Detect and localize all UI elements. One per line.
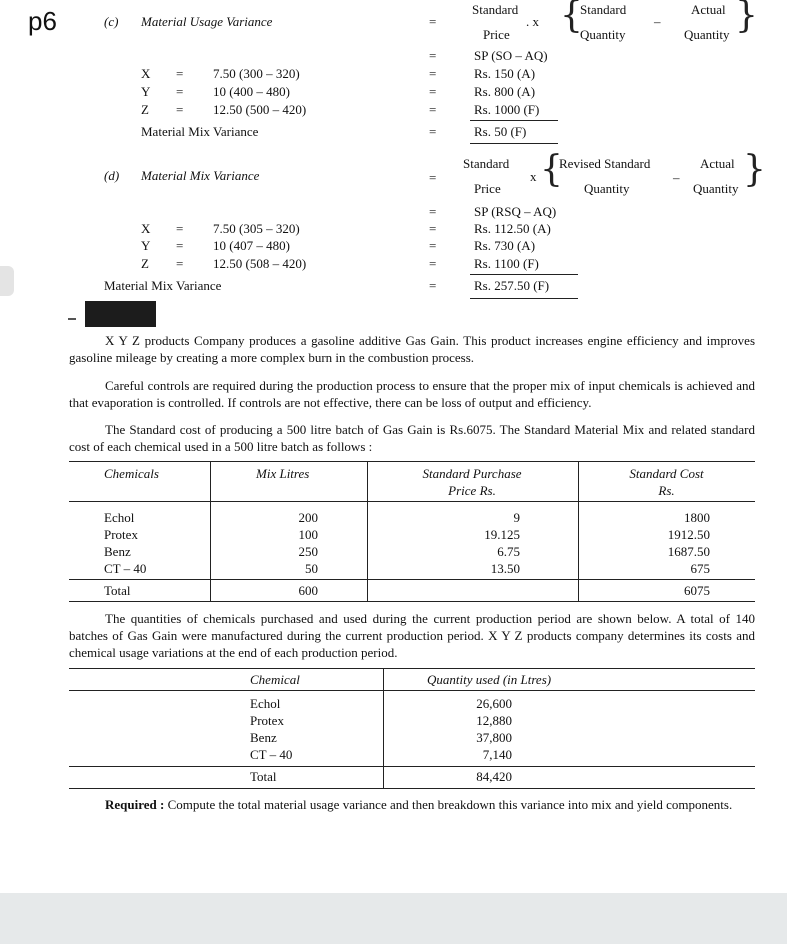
section-c-row-y-calc: 10 (400 – 480) xyxy=(213,84,290,99)
scan-mark xyxy=(68,318,76,320)
problem-paragraph-3: The Standard cost of producing a 500 litre batch of Gas Gain is Rs.6075. The Standard Material Mix and related standard cost of each chemical used in a 500 litre batch as follows : xyxy=(69,422,755,454)
table1-col-divider-1 xyxy=(210,461,211,601)
table1-mix: 200 xyxy=(298,510,318,525)
section-c-row-x-calc: 7.50 (300 – 320) xyxy=(213,66,300,81)
required-label: Required : xyxy=(105,797,165,812)
table1-cost: 1687.50 xyxy=(667,544,710,559)
table1-cost: 675 xyxy=(690,561,710,576)
problem-paragraph-1: X Y Z products Company produces a gasoline additive Gas Gain. This product increases engine efficiency and improves gasoline mileage by creating a more complex burn in the combustion process. xyxy=(69,333,755,365)
table1-total-cost: 6075 xyxy=(684,583,710,598)
table1-bottom-rule xyxy=(69,601,755,602)
table2-chemical: Echol xyxy=(250,696,281,711)
problem-paragraph-2: Careful controls are required during the production process to ensure that the proper mix of input chemicals is achieved and that evaporation is controlled. If controls are not effective, there can be loss of output and efficiency. xyxy=(69,378,755,410)
section-d-open-brace: { xyxy=(540,149,563,190)
section-c-times: . x xyxy=(526,14,539,29)
table1-header-price-2: Price Rs. xyxy=(448,483,496,498)
redaction-bar xyxy=(85,301,156,327)
section-d-total-equals: = xyxy=(429,278,437,293)
table2-header-chemical: Chemical xyxy=(250,672,300,687)
section-c-row-y-result: Rs. 800 (A) xyxy=(474,84,536,99)
table2-qty: 37,800 xyxy=(476,730,512,745)
section-d-q1-top: Revised Standard xyxy=(559,156,651,171)
table1-header-price-1: Standard Purchase xyxy=(422,466,522,481)
section-c-sp-equals: = xyxy=(429,48,437,63)
table2-bottom-rule xyxy=(69,788,755,789)
table2-total-rule xyxy=(69,766,755,767)
table2-total-label: Total xyxy=(250,769,277,784)
section-d-q2-bottom: Quantity xyxy=(693,181,739,196)
table1-chemical: Benz xyxy=(104,544,131,559)
section-d-row-x-equals: = xyxy=(429,221,437,236)
section-d-sp-formula: SP (RSQ – AQ) xyxy=(474,204,557,219)
section-c-row-x-eq: = xyxy=(176,66,184,81)
section-d-row-z-equals: = xyxy=(429,256,437,271)
section-c-title: Material Usage Variance xyxy=(141,14,273,29)
table1-top-rule xyxy=(69,461,755,462)
section-d-row-z-calc: 12.50 (508 – 420) xyxy=(213,256,307,271)
section-d-close-brace: } xyxy=(743,149,766,190)
table2-header-rule xyxy=(69,690,755,691)
section-d-row-x-eq: = xyxy=(176,221,184,236)
section-d-total-label: Material Mix Variance xyxy=(104,278,222,293)
section-d-row-y-calc: 10 (407 – 480) xyxy=(213,238,290,253)
table1-price: 19.125 xyxy=(484,527,520,542)
table1-header-cost-1: Standard Cost xyxy=(629,466,704,481)
table1-col-divider-2 xyxy=(367,461,368,601)
section-c-row-y-eq: = xyxy=(176,84,184,99)
section-d-price-bottom: Price xyxy=(474,181,501,196)
section-d-total-rule xyxy=(470,298,578,299)
table1-mix: 100 xyxy=(298,527,318,542)
section-d-row-x-name: X xyxy=(141,221,151,236)
table1-header-cost-2: Rs. xyxy=(658,483,675,498)
section-c-q2-bottom: Quantity xyxy=(684,27,730,42)
section-d-row-z-name: Z xyxy=(141,256,149,271)
table2-qty: 26,600 xyxy=(476,696,512,711)
section-d-title: Material Mix Variance xyxy=(141,168,260,183)
section-d-row-x-result: Rs. 112.50 (A) xyxy=(474,221,551,236)
section-c-sp-formula: SP (SO – AQ) xyxy=(474,48,548,63)
section-c-row-y-equals: = xyxy=(429,84,437,99)
table1-header-mix: Mix Litres xyxy=(256,466,310,481)
section-d-label: (d) xyxy=(104,168,120,183)
section-c-sum-rule xyxy=(470,120,558,121)
table1-chemical: CT – 40 xyxy=(104,561,147,576)
section-d-row-x-calc: 7.50 (305 – 320) xyxy=(213,221,300,236)
table1-mix: 250 xyxy=(298,544,318,559)
section-d-row-z-result: Rs. 1100 (F) xyxy=(474,256,539,271)
section-d-minus: – xyxy=(673,170,680,185)
section-d-q2-top: Actual xyxy=(700,156,735,171)
section-c-row-z-equals: = xyxy=(429,102,437,117)
section-d-row-z-eq: = xyxy=(176,256,184,271)
section-d-row-y-result: Rs. 730 (A) xyxy=(474,238,536,253)
section-c-q2-top: Actual xyxy=(691,2,726,17)
section-c-row-y-name: Y xyxy=(141,84,151,99)
section-c-row-z-eq: = xyxy=(176,102,184,117)
table2-chemical: Protex xyxy=(250,713,284,728)
section-c-q1-bottom: Quantity xyxy=(580,27,626,42)
table1-price: 13.50 xyxy=(490,561,520,576)
table1-price: 9 xyxy=(513,510,520,525)
table1-cost: 1800 xyxy=(684,510,710,525)
section-c-row-x-name: X xyxy=(141,66,151,81)
section-c-minus: – xyxy=(654,14,661,29)
section-c-total-value: Rs. 50 (F) xyxy=(474,124,527,139)
section-d-row-y-eq: = xyxy=(176,238,184,253)
section-d-row-y-name: Y xyxy=(141,238,151,253)
required-paragraph xyxy=(69,796,755,813)
required-text: Compute the total material usage variance and then breakdown this variance into mix and yield components. xyxy=(167,797,733,812)
table2-col-divider xyxy=(383,668,384,788)
section-c-close-brace: } xyxy=(735,0,758,36)
section-d-q1-bottom: Quantity xyxy=(584,181,630,196)
table1-total-label: Total xyxy=(104,583,131,598)
section-c-label: (c) xyxy=(104,14,119,29)
problem-paragraph-4: The quantities of chemicals purchased and used during the current production period are shown below. A total of 140 batches of Gas Gain were manufactured during the current production period. X Y Z products company determines its costs and chemical usage variations at the end of each production period. xyxy=(69,611,755,660)
section-c-total-equals: = xyxy=(429,124,437,139)
section-c-row-z-calc: 12.50 (500 – 420) xyxy=(213,102,307,117)
table2-chemical: CT – 40 xyxy=(250,747,293,762)
table2-top-rule xyxy=(69,668,755,669)
table1-header-chemicals: Chemicals xyxy=(104,466,159,481)
section-c-price-top: Standard xyxy=(472,2,519,17)
section-c-equals: = xyxy=(429,14,437,29)
table1-header-rule xyxy=(69,501,755,502)
section-d-sp-equals: = xyxy=(429,204,437,219)
table1-mix: 50 xyxy=(305,561,318,576)
table1-cost: 1912.50 xyxy=(667,527,710,542)
table1-chemical: Protex xyxy=(104,527,138,542)
footer-band xyxy=(0,893,787,944)
section-c-row-z-name: Z xyxy=(141,102,149,117)
table2-qty: 7,140 xyxy=(482,747,512,762)
section-c-total-rule xyxy=(470,143,558,144)
table1-chemical: Echol xyxy=(104,510,135,525)
section-d-total-value: Rs. 257.50 (F) xyxy=(474,278,550,293)
section-c-row-x-equals: = xyxy=(429,66,437,81)
section-c-row-x-result: Rs. 150 (A) xyxy=(474,66,536,81)
table1-total-rule xyxy=(69,579,755,580)
table1-total-mix: 600 xyxy=(298,583,318,598)
table2-header-quantity: Quantity used (in Ltres) xyxy=(427,672,552,687)
table2-qty: 12,880 xyxy=(476,713,512,728)
table2-chemical: Benz xyxy=(250,730,277,745)
section-d-row-y-equals: = xyxy=(429,238,437,253)
table1-price: 6.75 xyxy=(497,544,520,559)
section-c-row-z-result: Rs. 1000 (F) xyxy=(474,102,540,117)
left-edge-tab xyxy=(0,266,14,296)
section-c-q1-top: Standard xyxy=(580,2,627,17)
section-c-open-brace: { xyxy=(560,0,583,36)
section-d-price-top: Standard xyxy=(463,156,510,171)
section-d-sum-rule xyxy=(470,274,578,275)
section-d-equals: = xyxy=(429,170,437,185)
section-d-times: x xyxy=(530,169,537,184)
table1-col-divider-3 xyxy=(578,461,579,601)
section-c-total-label: Material Mix Variance xyxy=(141,124,259,139)
page-tag: p6 xyxy=(28,6,57,36)
table2-total-qty: 84,420 xyxy=(476,769,512,784)
section-c-price-bottom: Price xyxy=(483,27,510,42)
